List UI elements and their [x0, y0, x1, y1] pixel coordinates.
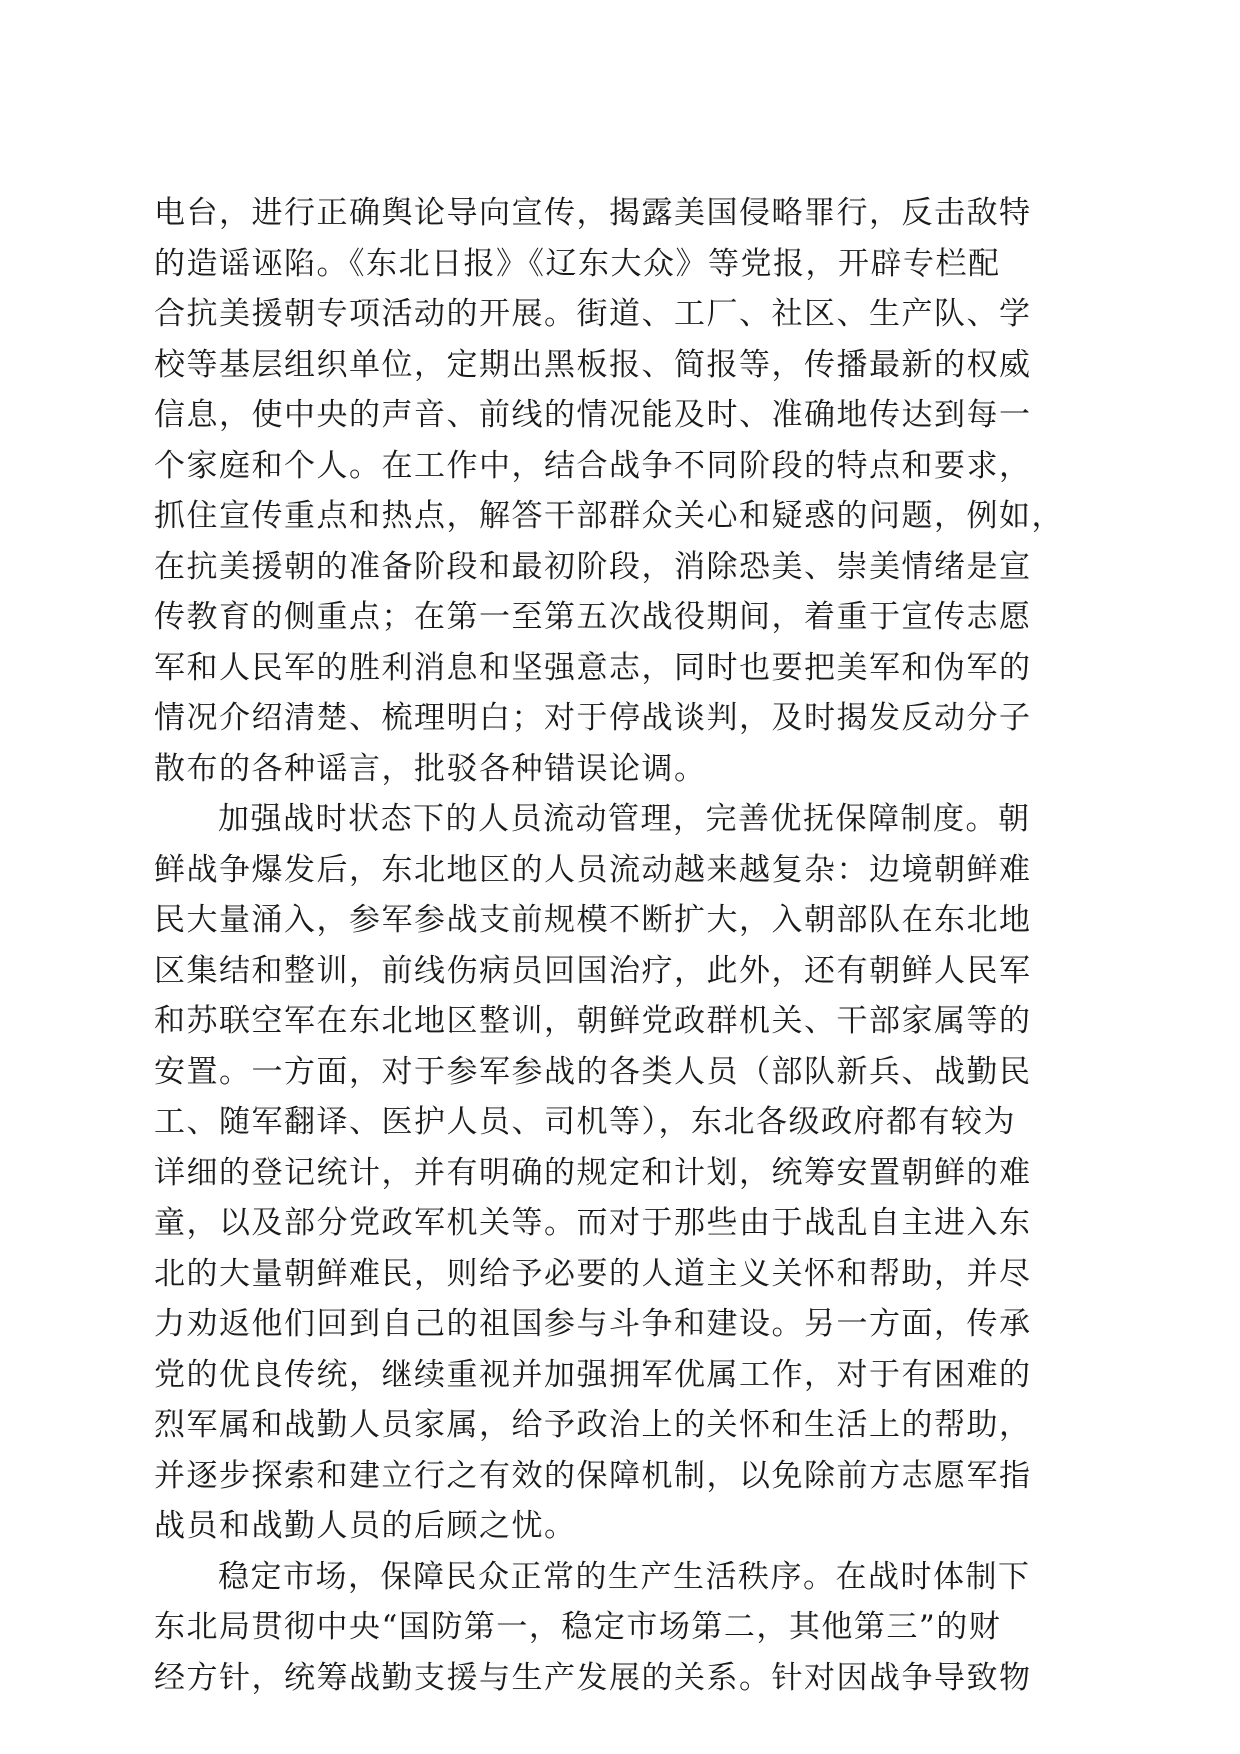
- paragraph-line: 力劝返他们回到自己的祖国参与斗争和建设。另一方面，传承: [154, 1306, 1032, 1342]
- paragraph-line: 在抗美援朝的准备阶段和最初阶段，消除恐美、崇美情绪是宣: [154, 548, 1032, 585]
- paragraph-line: 和苏联空军在东北地区整训，朝鲜党政群机关、干部家属等的: [154, 1003, 1032, 1039]
- paragraph-line: 电台，进行正确舆论导向宣传，揭露美国侵略罪行，反击敌特: [154, 195, 1032, 231]
- paragraph-line: 经方针，统筹战勤支援与生产发展的关系。针对因战争导致物: [154, 1659, 1032, 1696]
- paragraph-line: 区集结和整训，前线伤病员回国治疗，此外，还有朝鲜人民军: [154, 952, 1032, 989]
- paragraph-line: 烈军属和战勤人员家属，给予政治上的关怀和生活上的帮助，: [154, 1407, 1032, 1443]
- paragraph-line: 稳定市场，保障民众正常的生产生活秩序。在战时体制下: [218, 1558, 1031, 1595]
- paragraph-line: 工、随军翻译、医护人员、司机等），东北各级政府都有较为: [154, 1104, 1016, 1140]
- paragraph: [154, 1552, 1086, 1704]
- paragraph-line: 情况介绍清楚、梳理明白；对于停战谈判，及时揭发反动分子: [154, 700, 1032, 736]
- paragraph-line: 党的优良传统，继续重视并加强拥军优属工作，对于有困难的: [154, 1356, 1032, 1393]
- paragraph: [154, 794, 1086, 1552]
- paragraph-line: 校等基层组织单位，定期出黑板报、简报等，传播最新的权威: [154, 346, 1032, 383]
- paragraph-line: 详细的登记统计，并有明确的规定和计划，统筹安置朝鲜的难: [154, 1154, 1032, 1191]
- paragraph-line: 东北局贯彻中央“国防第一，稳定市场第二，其他第三”的财: [154, 1609, 1002, 1645]
- paragraph-line: 的造谣诬陷。《东北日报》《辽东大众》等党报，开辟专栏配: [154, 245, 1001, 282]
- paragraph-line: 信息，使中央的声音、前线的情况能及时、准确地传达到每一: [154, 397, 1032, 433]
- paragraph-line: 合抗美援朝专项活动的开展。街道、工厂、社区、生产队、学: [154, 296, 1032, 332]
- paragraph-line: 民大量涌入，参军参战支前规模不断扩大，入朝部队在东北地: [154, 902, 1032, 938]
- paragraph-line: 北的大量朝鲜难民，则给予必要的人道主义关怀和帮助，并尽: [154, 1255, 1032, 1292]
- paragraph-line: 散布的各种谣言，批驳各种错误论调。: [154, 750, 707, 787]
- paragraph-line: 抓住宣传重点和热点，解答干部群众关心和疑惑的问题，例如，: [154, 498, 1064, 534]
- paragraph-line: 传教育的侧重点；在第一至第五次战役期间，着重于宣传志愿: [154, 599, 1032, 635]
- paragraph-line: 军和人民军的胜利消息和坚强意志，同时也要把美军和伪军的: [154, 649, 1032, 686]
- paragraph-line: 安置。一方面，对于参军参战的各类人员（部队新兵、战勤民: [154, 1053, 1032, 1090]
- paragraph-line: 童，以及部分党政军机关等。而对于那些由于战乱自主进入东: [154, 1205, 1032, 1241]
- paragraph-line: 并逐步探索和建立行之有效的保障机制，以免除前方志愿军指: [154, 1457, 1032, 1494]
- paragraph-line: 加强战时状态下的人员流动管理，完善优抚保障制度。朝: [218, 801, 1031, 837]
- paragraph-line: 战员和战勤人员的后顾之忧。: [154, 1508, 577, 1544]
- paragraph: [154, 188, 1086, 794]
- paragraph-line: 个家庭和个人。在工作中，结合战争不同阶段的特点和要求，: [154, 447, 1032, 484]
- document-body: [154, 188, 1086, 1703]
- paragraph-line: 鲜战争爆发后，东北地区的人员流动越来越复杂：边境朝鲜难: [154, 851, 1032, 888]
